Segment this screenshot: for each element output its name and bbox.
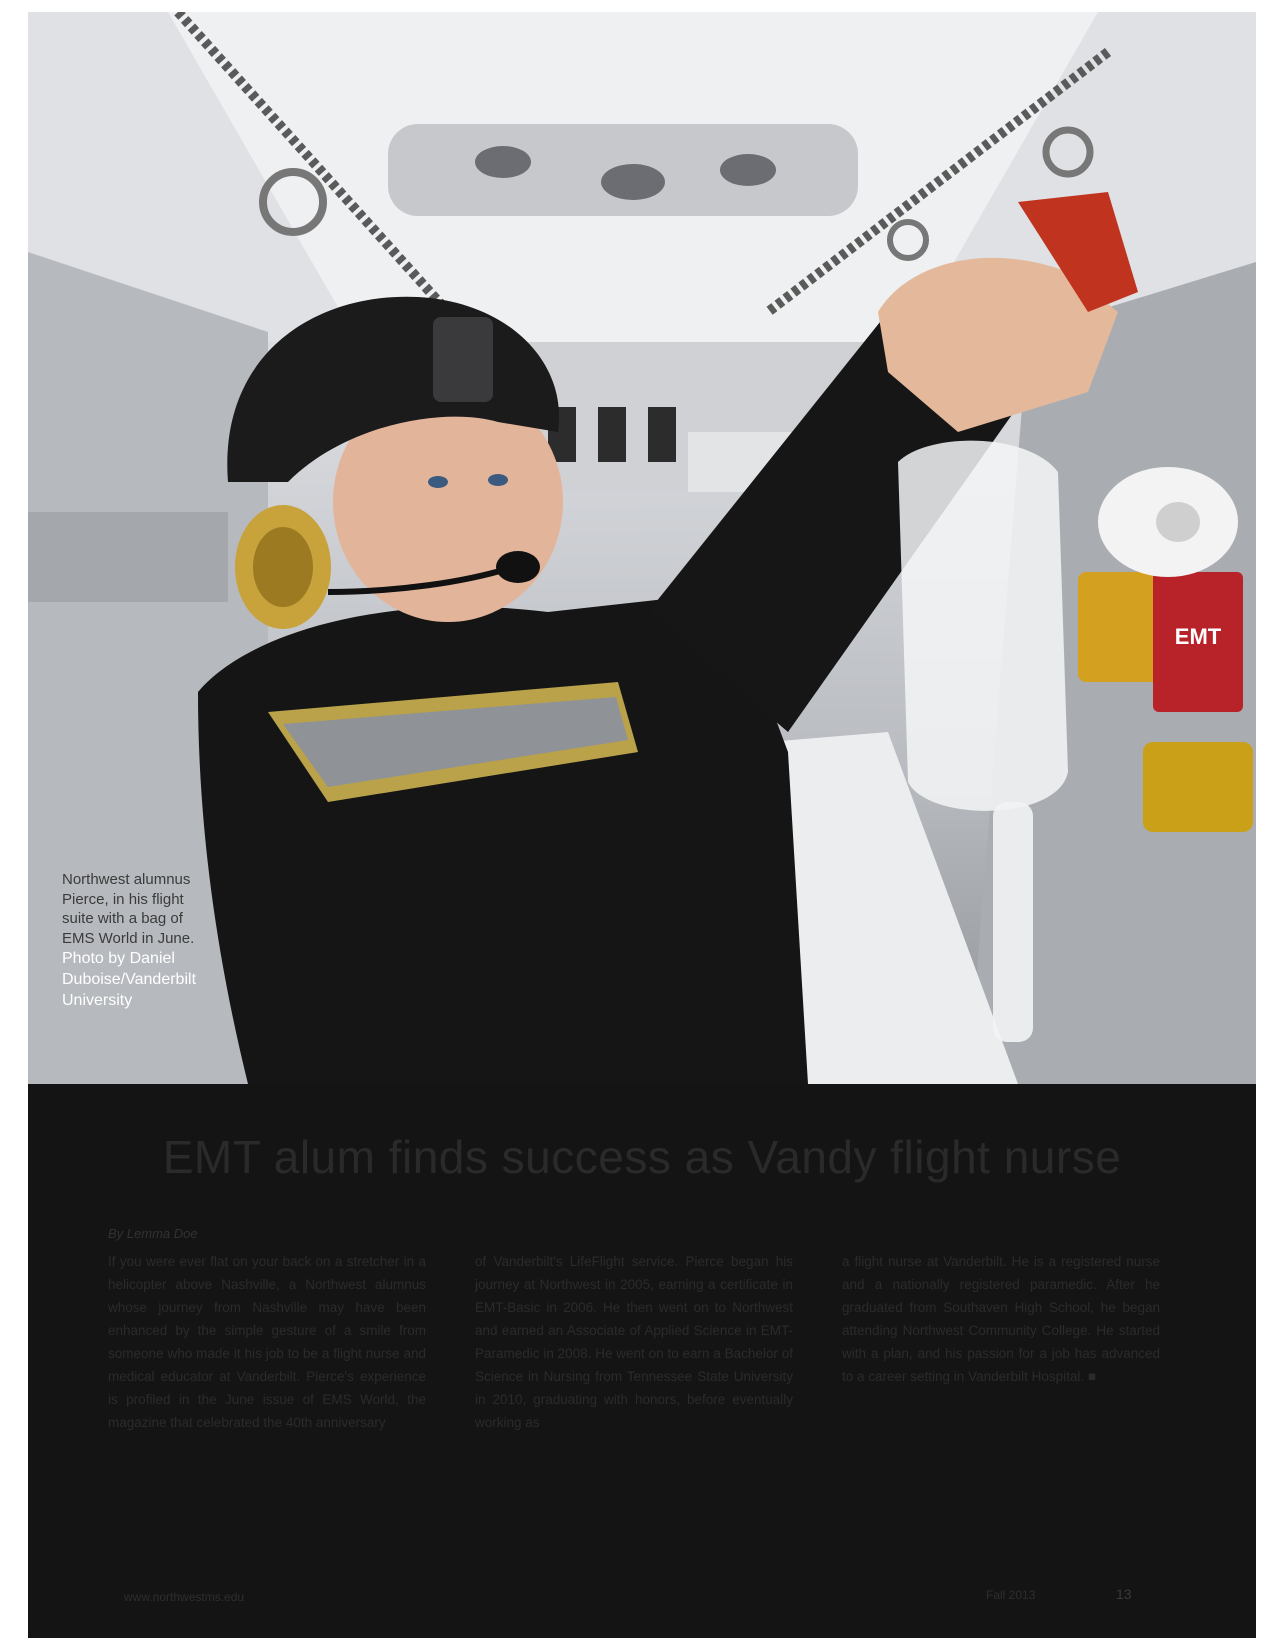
caption-line: Northwest alumnus — [62, 871, 191, 888]
magazine-page — [28, 12, 1256, 1638]
column-text: of Vanderbilt's LifeFlight service. Pierce began his journey at Northwest in 2005, earning a certificate in EMT-Basic in 2006. He then went on to Northwest and earned an Associate of Applied Science in EMT-Paramedic in 2008. He went on to earn a Bachelor of Science in Nursing from Tennessee State University in 2010, graduating with honors, before eventually working as — [475, 1254, 793, 1430]
article-column-2 — [475, 1250, 793, 1434]
svg-text:EMT: EMT — [1174, 624, 1222, 649]
column-text: a flight nurse at Vanderbilt. He is a registered nurse and a nationally registered paramedic. After he graduated from Southaven High School, he began attending Northwest Community College. He started with a plan, and his passion for a job has advanced to a career setting in Vanderbilt Hospital. ■ — [842, 1254, 1160, 1384]
article-byline: By Lemma Doe — [108, 1226, 198, 1241]
footer-issue: Fall 2013 — [986, 1588, 1036, 1602]
photo-credit: Photo by Daniel Duboise/Vanderbilt University — [62, 950, 197, 1009]
caption-line: Pierce, in his flight — [62, 890, 184, 908]
caption-line: suite with a bag of — [62, 910, 183, 927]
page-number: 13 — [1116, 1586, 1132, 1602]
article-column-3 — [842, 1250, 1160, 1388]
cover-photo — [28, 12, 1256, 1084]
footer-url: www.northwestms.edu — [124, 1590, 245, 1604]
column-text: If you were ever flat on your back on a stretcher in a helicopter above Nashville, a Northwest alumnus whose journey from Nashville may have been enhanced by the simple gesture of a smile from someone who made it his job to be a flight nurse and medical educator at Vanderbilt. Pierce's experience is profiled in the June issue of EMS World, the magazine that celebrated the 40th anniversary — [108, 1254, 426, 1430]
caption-line: EMS World in June. — [62, 929, 195, 947]
article-column-1 — [108, 1250, 426, 1434]
photo-caption — [62, 870, 247, 1011]
article-headline: EMT alum finds success as Vandy flight nurse — [162, 1131, 1122, 1183]
